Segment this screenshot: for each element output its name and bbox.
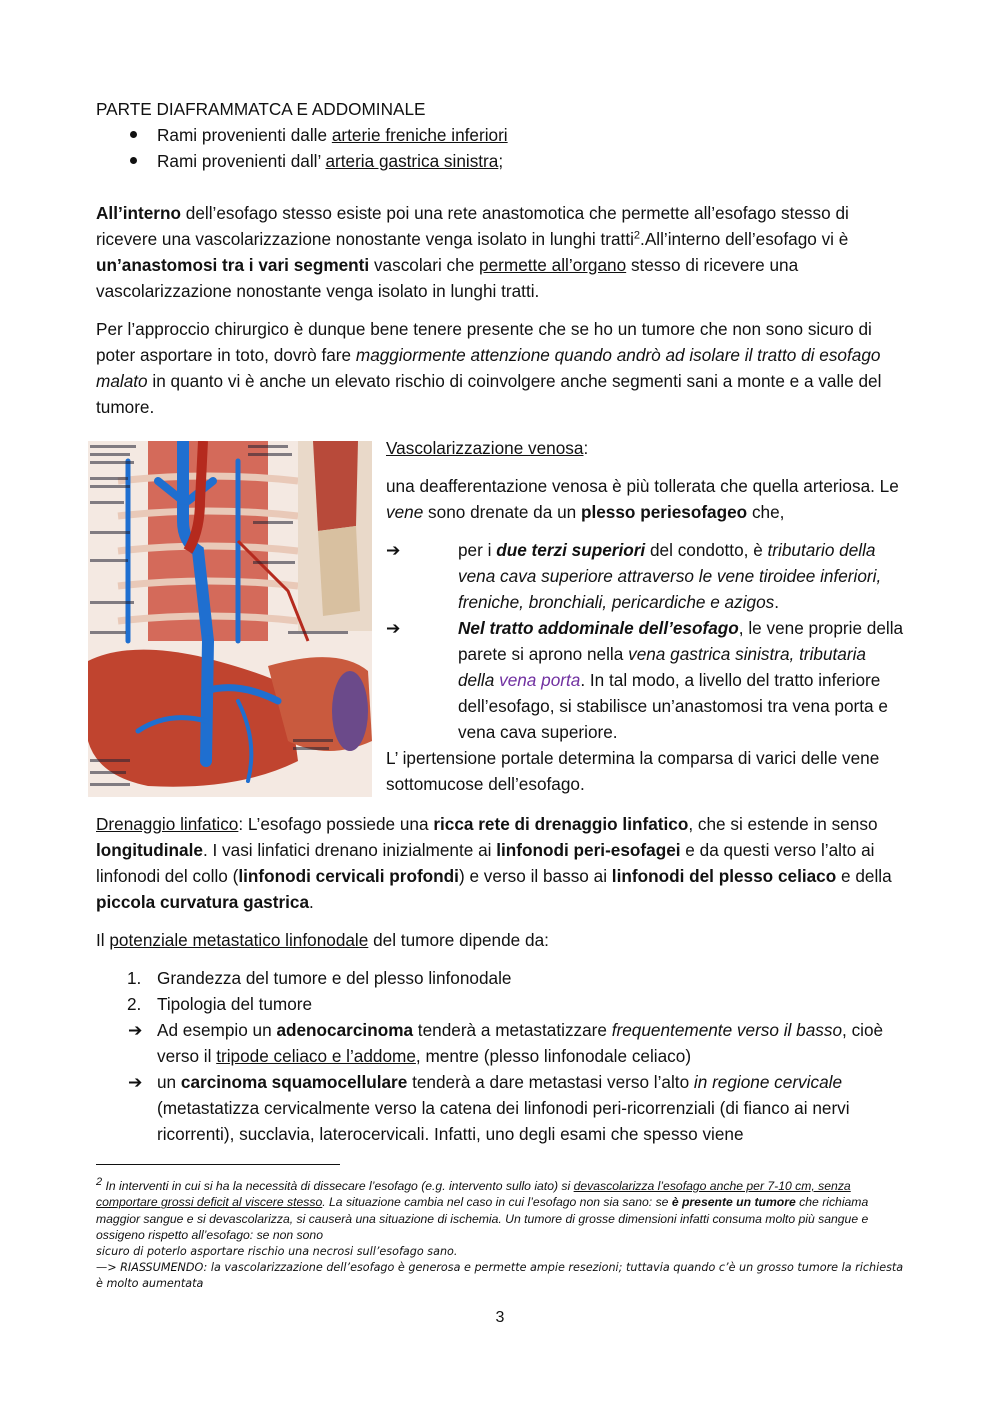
list-item: Rami provenienti dall’ arteria gastrica sinistra;	[96, 148, 906, 174]
arrow-right-icon: ➔	[128, 1072, 143, 1092]
underlined-term: arterie freniche inferiori	[331, 125, 508, 145]
arrow-right-icon: ➔	[128, 1020, 143, 1040]
bullet-icon	[130, 131, 137, 138]
footnote	[96, 1175, 908, 1293]
document-body	[96, 96, 906, 1147]
portal-hypertension-note: L’ ipertensione portale determina la comparsa di varici delle vene sottomucose dell’esofago.	[386, 748, 880, 794]
venous-text	[386, 435, 906, 797]
footnote-summary: —> RIASSUMENDO: la vascolarizzazione dell’esofago è generosa e permette ampie resezioni; tuttavia quando c’è un grosso tumore la richiesta è molto aumentata	[96, 1261, 904, 1291]
venous-item-abdominal: ➔ Nel tratto addominale dell’esofago, le vene proprie della parete si aprono nella vena gastrica sinistra, tributaria della vena porta. In tal modo, a livello del tratto inferiore dell’esofago, si stabilisce un’anastomosi tra vena porta e vena cava superiore.	[386, 615, 906, 745]
section-heading: PARTE DIAFRAMMATCA E ADDOMINALE	[96, 99, 426, 119]
paragraph-metastatic: Il potenziale metastatico linfonodale del tumore dipende da:	[96, 930, 549, 950]
underlined-term: arteria gastrica sinistra	[325, 151, 499, 171]
list-item: ➔ un carcinoma squamocellulare tenderà a dare metastasi verso l’alto in regione cervicale (metastatizza cervicalmente verso la catena dei linfonodi peri-ricorrenziali (di fianco ai nervi ricorrenti), succlavia, laterocervicali. Infatti, uno degli esami che spesso viene	[96, 1069, 906, 1147]
venous-heading: Vascolarizzazione venosa:	[386, 438, 589, 458]
page-number: 3	[495, 1309, 505, 1326]
metastatic-list	[96, 965, 906, 1147]
venous-section	[96, 435, 906, 811]
diaphragm-list	[96, 122, 906, 174]
arrow-right-icon: ➔	[386, 540, 401, 560]
venous-item-upper: ➔ per i due terzi superiori del condotto, è tributario della vena cava superiore attraverso le vene tiroidee inferiori, freniche, bronchiali, pericardiche e azigos.	[386, 537, 906, 615]
list-item: 1. Grandezza del tumore e del plesso linfonodale	[127, 968, 512, 988]
footnote-text: 2 In interventi in cui si ha la necessità di dissecare l’esofago (e.g. intervento sullo iato) si devascolarizza l’esofago anche per 7-10 cm, senza comportare grossi deficit al viscere stesso. La situazione cambia nel caso in cui l’esofago non sia sano: se è presente un tumore che richiama maggior sangue e si devascolarizza, si causerà una situazione di ischemia. Un tumore di grosse dimensioni infatti consuma molto più sangue e ossigeno rispetto all’esofago: se non sono	[96, 1175, 869, 1243]
footnote-divider	[96, 1164, 340, 1165]
footnote-ref[interactable]: 2	[633, 229, 641, 242]
footnote-line: sicuro di poterlo asportare rischio una necrosi sull’esofago sano.	[96, 1244, 458, 1258]
paragraph-lymph: Drenaggio linfatico: L’esofago possiede una ricca rete di drenaggio linfatico, che si estende in senso longitudinale. I vasi linfatici drenano inizialmente ai linfonodi peri-esofagei e da questi verso l’alto ai linfonodi del collo (linfonodi cervicali profondi) e verso il basso ai linfonodi del plesso celiaco e della piccola curvatura gastrica.	[96, 814, 892, 912]
list-item: Rami provenienti dalle arterie freniche inferiori	[96, 122, 906, 148]
anatomical-illustration	[88, 441, 372, 797]
arrow-right-icon: ➔	[386, 618, 401, 638]
list-item: ➔ Ad esempio un adenocarcinoma tenderà a metastatizzare frequentemente verso il basso, cioè verso il tripode celiaco e l’addome, mentre (plesso linfonodale celiaco)	[96, 1017, 906, 1069]
list-item: 2. Tipologia del tumore	[127, 994, 313, 1014]
vena-porta-term: vena porta	[499, 670, 581, 690]
paragraph-anastomosis: All’interno dell’esofago stesso esiste poi una rete anastomotica che permette all’esofago stesso di ricevere una vascolarizzazione nonostante venga isolato in lunghi tratti$^2$.All’interno dell’esofago vi è un’anastomosi tra i vari segmenti vascolari che permette all’organo stesso di ricevere una vascolarizzazione nonostante venga isolato in lunghi tratti.	[96, 203, 849, 301]
venous-intro: una deafferentazione venosa è più tollerata che quella arteriosa. Le vene sono drenate da un plesso periesofageo che,	[386, 476, 899, 522]
paragraph-surgery: Per l’approccio chirurgico è dunque bene tenere presente che se ho un tumore che non sono sicuro di poter asportare in toto, dovrò fare maggiormente attenzione quando andrò ad isolare il tratto di esofago malato in quanto vi è anche un elevato rischio di coinvolgere anche segmenti sani a monte e a valle del tumore.	[96, 319, 882, 417]
bullet-icon	[130, 157, 137, 164]
